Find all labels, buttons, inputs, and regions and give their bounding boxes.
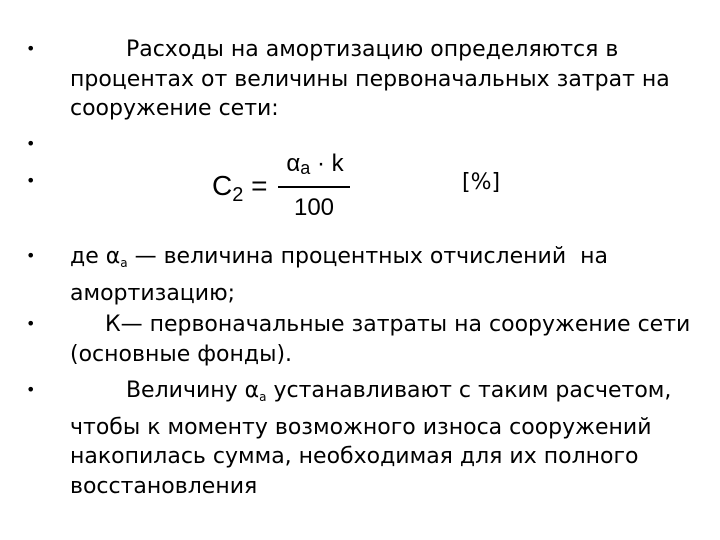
bullet-6: • <box>26 380 36 399</box>
formula-lhs-symbol: C <box>212 170 233 201</box>
formula-alpha-subscript: a <box>300 158 311 178</box>
paragraph-alpha-rule <box>70 376 700 501</box>
bullet-2: • <box>26 134 36 153</box>
formula-lhs <box>212 170 268 211</box>
alpha-subscript-2: а <box>259 390 267 404</box>
formula-equals: = <box>251 170 268 201</box>
bullet-4: • <box>26 246 36 265</box>
paragraph-alpha-definition-part-1: де α <box>70 244 121 269</box>
formula-k: · k <box>310 150 344 177</box>
formula-unit: [%] <box>462 170 501 195</box>
paragraph-alpha-rule-part-2: устанавливают с таким расчетом, чтобы к моменту возможного износа сооружений накопилась сумма, необходимая для их полного восстановления <box>70 378 679 499</box>
paragraph-alpha-rule-part-1: Величину α <box>70 378 260 403</box>
bullet-1: • <box>26 39 36 58</box>
bullet-5: • <box>26 314 36 333</box>
formula-lhs-subscript: 2 <box>232 184 244 206</box>
alpha-subscript: а <box>120 256 128 270</box>
paragraph-depreciation-intro: Расходы на амортизацию определяются в процентах от величины первоначальных затрат на сооружение сети: <box>70 37 677 121</box>
formula-fraction-bar <box>278 186 350 188</box>
formula-denominator: 100 <box>293 194 335 221</box>
formula-alpha: α <box>286 150 301 177</box>
paragraph-k-definition: К— первоначальные затраты на сооружение сети (основные фонды). <box>70 312 698 367</box>
formula-numerator <box>278 150 352 182</box>
paragraph-alpha-definition <box>70 242 700 308</box>
bullet-3: • <box>26 171 36 190</box>
paragraph-alpha-definition-part-2: — величина процентных отчислений на амортизацию; <box>70 244 615 306</box>
